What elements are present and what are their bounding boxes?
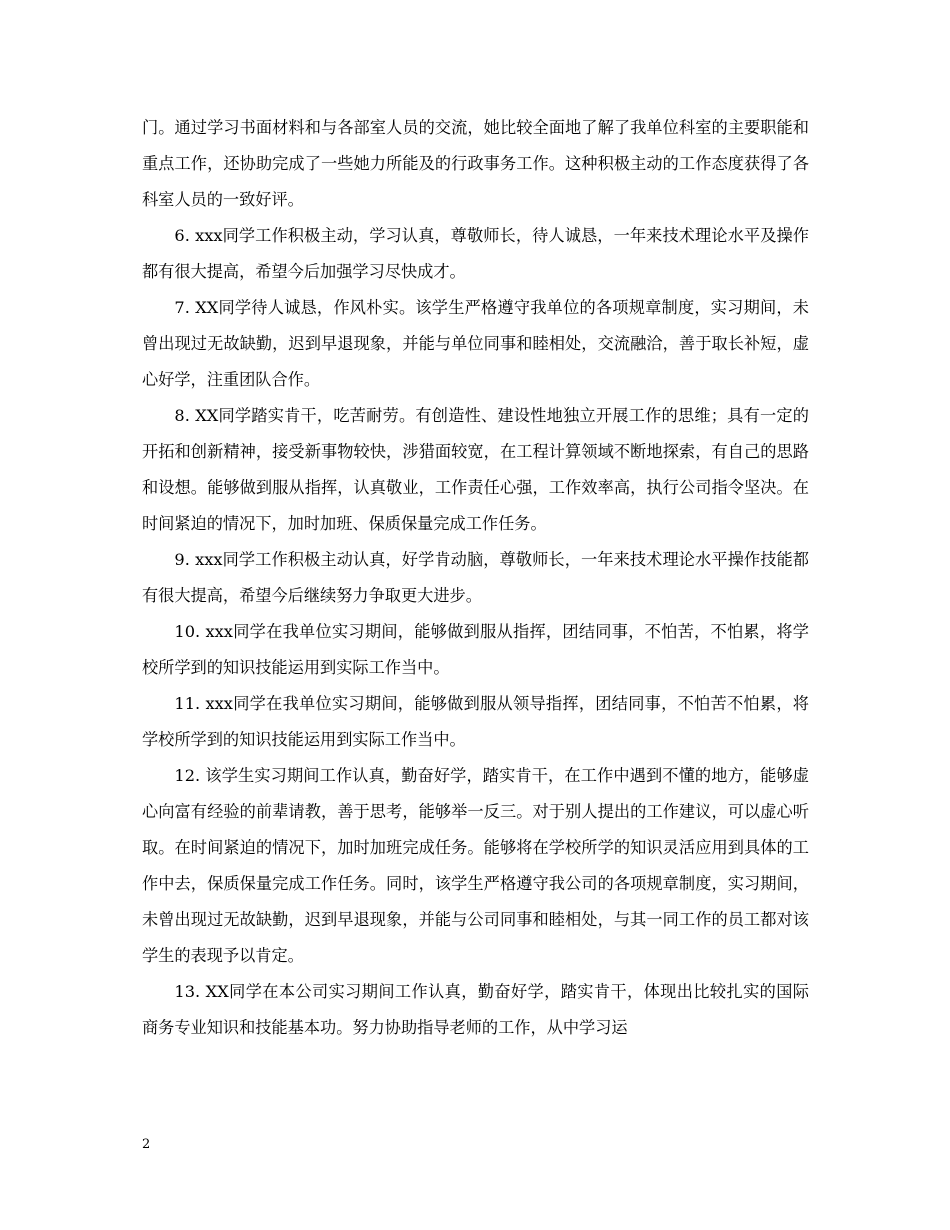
paragraph-item-11: 11. xxx同学在我单位实习期间，能够做到服从领导指挥，团结同事，不怕苦不怕累，将学校所学到的知识技能运用到实际工作当中。	[142, 694, 809, 749]
page-number: 2	[142, 1137, 151, 1152]
document-body	[142, 110, 809, 1046]
paragraph-item-10: 10. xxx同学在我单位实习期间，能够做到服从指挥，团结同事，不怕苦，不怕累，将学校所学到的知识技能运用到实际工作当中。	[142, 622, 809, 677]
paragraph-item-9: 9. xxx同学工作积极主动认真，好学肯动脑，尊敬师长，一年来技术理论水平操作技能都有很大提高，希望今后继续努力争取更大进步。	[142, 550, 809, 605]
paragraph-item-7: 7. XX同学待人诚恳，作风朴实。该学生严格遵守我单位的各项规章制度，实习期间，未曾出现过无故缺勤，迟到早退现象，并能与单位同事和睦相处，交流融洽，善于取长补短，虚心好学，注重团队合作。	[142, 298, 809, 389]
paragraph-item-13: 13. XX同学在本公司实习期间工作认真，勤奋好学，踏实肯干，体现出比较扎实的国际商务专业知识和技能基本功。努力协助指导老师的工作，从中学习运	[142, 982, 809, 1037]
paragraph-item-8: 8. XX同学踏实肯干，吃苦耐劳。有创造性、建设性地独立开展工作的思维；具有一定的开拓和创新精神，接受新事物较快，涉猎面较宽，在工程计算领域不断地探索，有自己的思路和设想。能够做到服从指挥，认真敬业，工作责任心强，工作效率高，执行公司指令坚决。在时间紧迫的情况下，加时加班、保质保量完成工作任务。	[142, 406, 809, 533]
paragraph-continuation: 门。通过学习书面材料和与各部室人员的交流，她比较全面地了解了我单位科室的主要职能和重点工作，还协助完成了一些她力所能及的行政事务工作。这种积极主动的工作态度获得了各科室人员的一致好评。	[142, 118, 809, 209]
paragraph-item-6: 6. xxx同学工作积极主动，学习认真，尊敬师长，待人诚恳，一年来技术理论水平及操作都有很大提高，希望今后加强学习尽快成才。	[142, 226, 809, 281]
paragraph-item-12: 12. 该学生实习期间工作认真，勤奋好学，踏实肯干，在工作中遇到不懂的地方，能够虚心向富有经验的前辈请教，善于思考，能够举一反三。对于别人提出的工作建议，可以虚心听取。在时间紧迫的情况下，加时加班完成任务。能够将在学校所学的知识灵活应用到具体的工作中去，保质保量完成工作任务。同时，该学生严格遵守我公司的各项规章制度，实习期间，未曾出现过无故缺勤，迟到早退现象，并能与公司同事和睦相处，与其一同工作的员工都对该学生的表现予以肯定。	[142, 766, 809, 965]
